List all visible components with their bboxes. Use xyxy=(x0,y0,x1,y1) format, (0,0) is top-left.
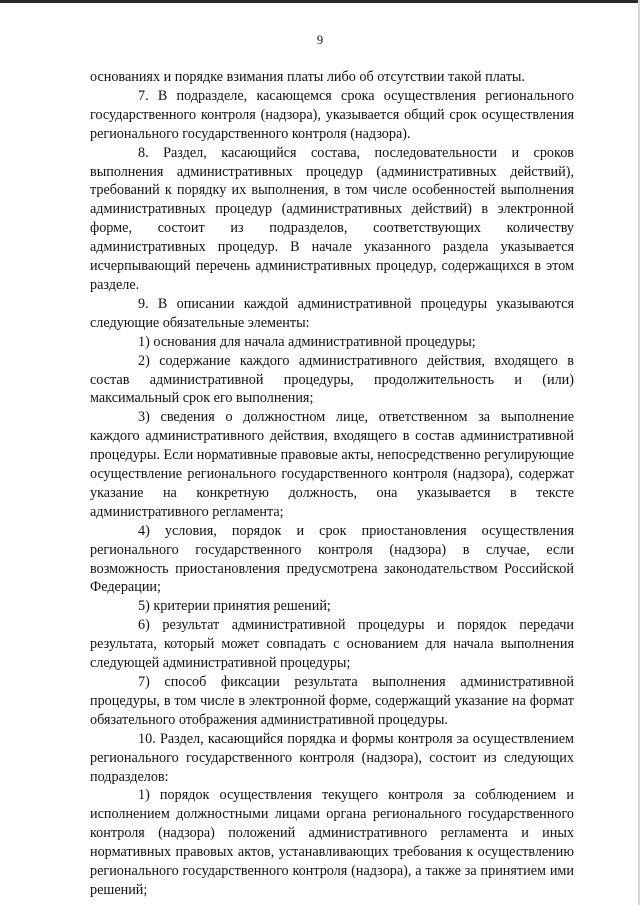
body-text xyxy=(90,68,574,900)
paragraph-9: 9. В описании каждой административной процедуры указываются следующие обязательные элементы: xyxy=(90,295,574,331)
list-item-10-1: 1) порядок осуществления текущего контроля за соблюдением и исполнением должностными лицами органа регионального государственного контроля (надзора) положений административного регламента и иных нормативных правовых актов, устанавливающих требования к осуществлению регионального государственного контроля (надзора), а также за принятием ими решений; xyxy=(90,787,574,898)
page-number: 9 xyxy=(316,33,324,47)
paragraph-10: 10. Раздел, касающийся порядка и формы контроля за осуществлением регионального государственного контроля (надзора), состоит из следующих подразделов: xyxy=(90,730,574,785)
list-item-9-7: 7) способ фиксации результата выполнения административной процедуры, в том числе в электронной форме, содержащий указание на формат обязательного отображения административной процедуры. xyxy=(90,674,574,728)
list-item-9-3: 3) сведения о должностном лице, ответственном за выполнение каждого административного действия, входящего в состав административной процедуры. Если нормативные правовые акты, непосредственно регулирующие осуществление регионального государственного контроля (надзора), содержат указание на конкретную должность, она указывается в тексте административного регламента; xyxy=(90,409,574,520)
paragraph-continuation: основаниях и порядке взимания платы либо об отсутствии такой платы. xyxy=(90,69,525,85)
paragraph-8: 8. Раздел, касающийся состава, последовательности и сроков выполнения административных процедур (административных действий), требований к порядку их выполнения, в том числе особенностей выполнения административных процедур (административных действий) в электронной форме, состоит из подразделов, соответствующих количеству административных процедур. В начале указанного раздела указывается исчерпывающий перечень административных процедур, содержащихся в этом разделе. xyxy=(90,144,574,293)
list-item-9-5: 5) критерии принятия решений; xyxy=(138,598,331,615)
list-item-9-1: 1) основания для начала административной процедуры; xyxy=(138,333,476,350)
list-item-9-4: 4) условия, порядок и срок приостановления осуществления регионального государственного контроля (надзора) в случае, если возможность приостановления предусмотрена законодательством Российской Федерации; xyxy=(90,522,574,596)
scan-edge-top xyxy=(0,0,640,3)
list-item-9-6: 6) результат административной процедуры и порядок передачи результата, который может совпадать с основанием для начала выполнения следующей административной процедуры; xyxy=(90,617,574,672)
list-item-9-2: 2) содержание каждого административного действия, входящего в состав административной процедуры, продолжительность и (или) максимальный срок его выполнения; xyxy=(90,352,574,407)
paragraph-7: 7. В подразделе, касающемся срока осуществления регионального государственного контроля (надзора), указывается общий срок осуществления регионального государственного контроля (надзора). xyxy=(90,87,574,142)
